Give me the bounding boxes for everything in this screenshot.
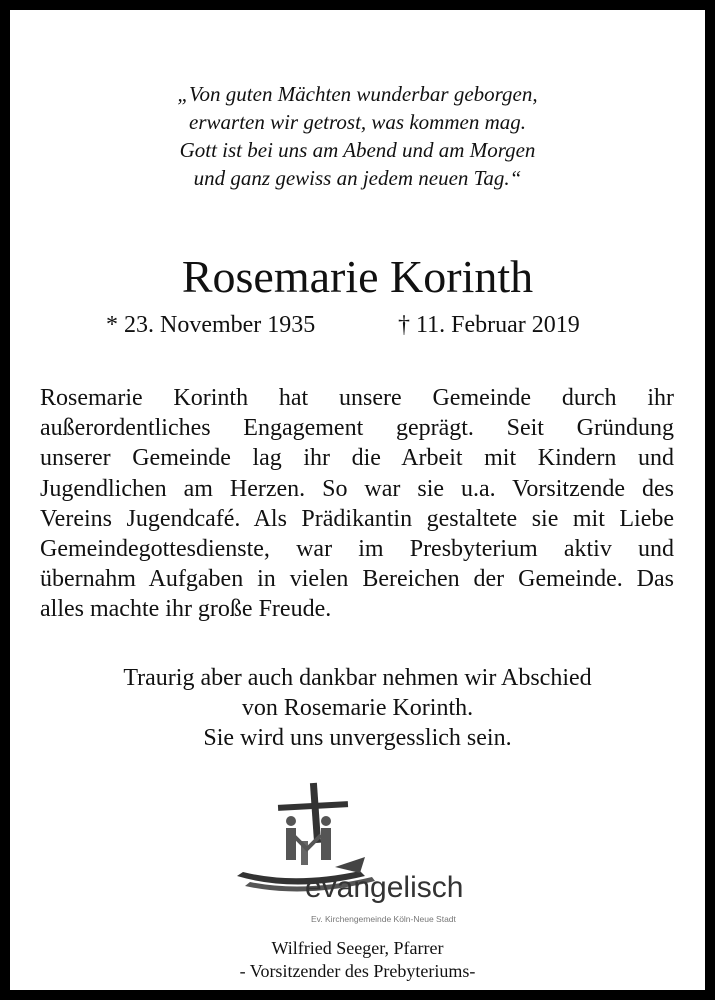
signature-block — [10, 937, 705, 983]
tribute-line: außerordentliches Engagement geprägt. Seit Gründung — [40, 415, 674, 442]
tribute-line: unserer Gemeinde lag ihr die Arbeit mit Kindern und — [40, 445, 674, 472]
quote-line: Gott ist bei uns am Abend und am Morgen — [179, 138, 536, 162]
tribute-paragraph — [40, 383, 674, 625]
farewell-text — [10, 663, 705, 753]
farewell-line: Traurig aber auch dankbar nehmen wir Abschied — [123, 665, 592, 691]
tribute-line: Rosemarie Korinth hat unsere Gemeinde durch ihr — [40, 385, 674, 411]
tribute-line: übernahm Aufgaben in vielen Bereichen der Gemeinde. Das — [40, 566, 674, 593]
birth-date: * 23. November 1935 — [106, 312, 316, 338]
farewell-line: von Rosemarie Korinth. — [241, 695, 474, 721]
quote-line: und ganz gewiss an jedem neuen Tag.“ — [193, 166, 522, 190]
tribute-line: alles machte ihr große Freude. — [40, 596, 332, 623]
signatory-role: - Vorsitzender des Prebyteriums- — [239, 961, 476, 981]
quote-line: „Von guten Mächten wunderbar geborgen, — [177, 82, 538, 106]
tribute-line: Gemeindegottesdienste, war im Presbyterium aktiv und — [40, 536, 674, 563]
logo-subtitle: Ev. Kirchengemeinde Köln-Neue Stadt — [311, 914, 456, 924]
logo-wordmark: evangelisch — [305, 871, 464, 904]
signatory-name: Wilfried Seeger, Pfarrer — [271, 938, 444, 958]
tribute-line: Jugendlichen am Herzen. So war sie u.a. Vorsitzende des — [40, 475, 674, 502]
tribute-line: Vereins Jugendcafé. Als Prädikantin gestaltete sie mit Liebe — [40, 505, 674, 532]
quote-line: erwarten wir getrost, was kommen mag. — [189, 110, 526, 134]
obituary-notice — [10, 10, 705, 990]
bonhoeffer-quote — [10, 80, 705, 192]
church-logo — [215, 775, 505, 925]
deceased-name: Rosemarie Korinth — [181, 251, 534, 302]
death-date: † 11. Februar 2019 — [398, 312, 580, 338]
farewell-line: Sie wird uns unvergesslich sein. — [203, 725, 512, 751]
